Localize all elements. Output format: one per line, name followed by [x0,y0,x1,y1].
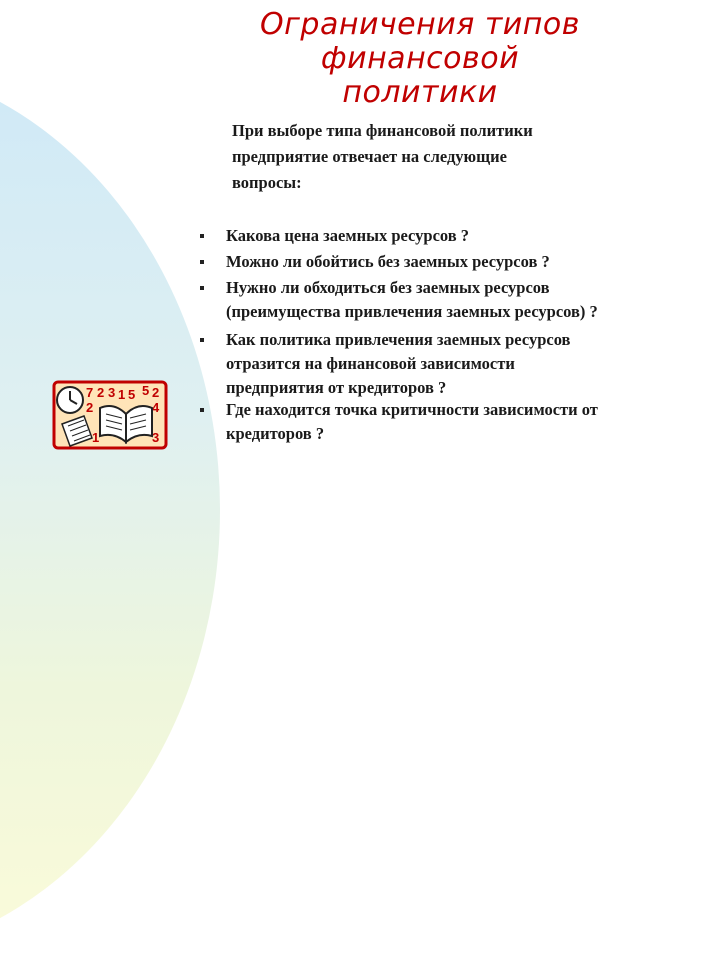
clock-book-numbers-icon [52,380,168,450]
digit: 2 [86,400,94,415]
digit: 3 [152,430,160,445]
digit: 7 [86,385,94,400]
question-item [226,224,696,248]
intro-line: При выборе типа финансовой политики [232,121,533,140]
bullet-icon [200,286,204,290]
digit: 1 [118,387,126,402]
digit: 5 [142,383,150,398]
digit: 3 [108,385,116,400]
question-line: Где находится точка критичности зависимости от [226,400,598,419]
question-line: кредиторов ? [226,424,325,443]
digit: 1 [92,430,100,445]
question-line: предприятия от кредиторов ? [226,378,447,397]
question-item [226,276,696,324]
background-arc [0,60,220,960]
clock-icon [57,387,83,413]
slide-title [220,8,620,110]
bullet-icon [200,260,204,264]
title-line: финансовой [320,41,520,76]
question-item [226,328,696,400]
question-line: (преимущества привлечения заемных ресурсов) ? [226,302,598,321]
title-line: Ограничения типов [260,7,580,42]
intro-line: предприятие отвечает на следующие [232,147,507,166]
digit: 4 [152,400,160,415]
digit: 5 [128,387,136,402]
bullet-icon [200,408,204,412]
bullet-icon [200,234,204,238]
question-item [226,250,696,274]
question-line: Нужно ли обходиться без заемных ресурсов [226,278,550,297]
bullet-icon [200,338,204,342]
intro-paragraph [232,118,632,196]
digit: 2 [97,385,105,400]
digit: 2 [152,385,160,400]
title-line: политики [342,75,498,110]
intro-line: вопросы: [232,173,302,192]
question-line: Как политика привлечения заемных ресурсов [226,330,571,349]
question-item [226,398,696,446]
question-line: Можно ли обойтись без заемных ресурсов ? [226,252,550,271]
question-line: Какова цена заемных ресурсов ? [226,226,470,245]
question-line: отразится на финансовой зависимости [226,354,515,373]
